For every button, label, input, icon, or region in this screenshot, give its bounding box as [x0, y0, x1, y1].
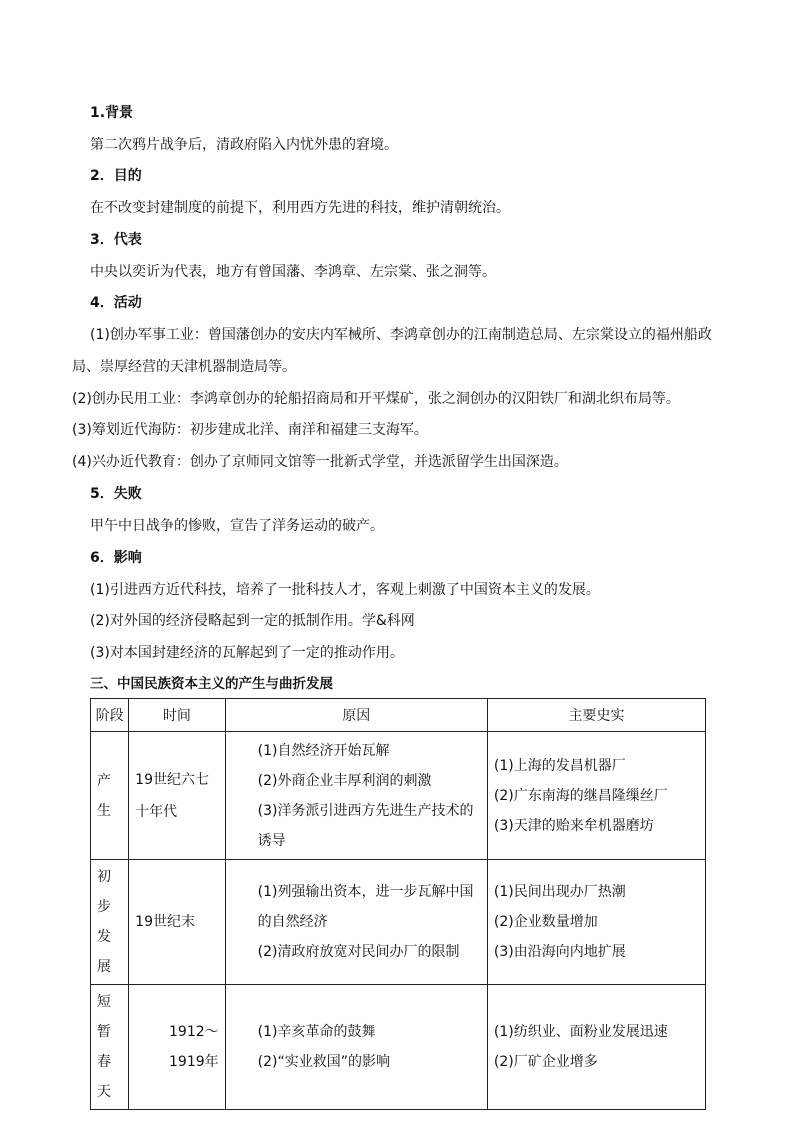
goal-text: 在不改变封建制度的前提下，利用西方先进的科技，维护清朝统治。	[90, 200, 510, 216]
facts-cell	[487, 732, 705, 860]
time-cell: 1912～1919年	[129, 985, 225, 1110]
cause-item: (2)“实业救国”的影响	[257, 1054, 390, 1070]
stage-cell: 短暂春天	[91, 985, 129, 1110]
rep-text: 中央以奕䜣为代表，地方有曾国藩、李鸿章、左宗棠、张之洞等。	[90, 264, 496, 280]
stage-cell: 产生	[91, 732, 129, 860]
background-text: 第二次鸦片战争后，清政府陷入内忧外患的窘境。	[90, 137, 398, 153]
header-time: 时间	[129, 699, 225, 732]
causes-cell	[225, 732, 487, 860]
failure-text: 甲午中日战争的惨败，宣告了洋务运动的破产。	[90, 518, 384, 534]
impact-3: (3)对本国封建经济的瓦解起到了一定的推动作用。	[90, 645, 404, 661]
table-row	[91, 860, 706, 985]
header-facts: 主要史实	[487, 699, 705, 732]
facts-cell	[487, 860, 705, 985]
header-causes: 原因	[225, 699, 487, 732]
table-row	[91, 985, 706, 1110]
impact-2: (2)对外国的经济侵略起到一定的抵制作用。学&科网	[90, 613, 415, 629]
cause-item: (2)外商企业丰厚利润的刺激	[257, 772, 432, 789]
failure-heading: 5．失败	[90, 486, 142, 502]
causes-cell	[225, 985, 487, 1110]
activity-2: (2)创办民用工业：李鸿章创办的轮船招商局和开平煤矿，张之洞创办的汉阳铁厂和湖北织布局等。	[72, 391, 680, 407]
header-stage: 阶段	[91, 699, 129, 732]
fact-item: (2)厂矿企业增多	[493, 1054, 598, 1070]
rep-heading: 3．代表	[90, 232, 142, 248]
facts-cell	[487, 985, 705, 1110]
fact-item: (2)企业数量增加	[493, 914, 598, 930]
cause-item: (1)辛亥革命的鼓舞	[257, 1024, 376, 1040]
background-heading: 1.背景	[90, 105, 134, 121]
impact-heading: 6．影响	[90, 550, 142, 566]
fact-item: (3)由沿海向内地扩展	[493, 944, 626, 960]
cause-item: (2)清政府放宽对民间办厂的限制	[257, 944, 460, 960]
part3-title: 三、中国民族资本主义的产生与曲折发展	[90, 676, 333, 692]
fact-item: (3)天津的贻来牟机器磨坊	[493, 817, 654, 834]
table-header-row	[91, 699, 706, 732]
goal-heading: 2．目的	[90, 168, 142, 184]
activity-3: (3)筹划近代海防：初步建成北洋、南洋和福建三支海军。	[72, 422, 428, 438]
stage-cell: 初步发展	[91, 860, 129, 985]
activity-4: (4)兴办近代教育：创办了京师同文馆等一批新式学堂，并选派留学生出国深造。	[72, 454, 568, 470]
causes-cell	[225, 860, 487, 985]
fact-item: (1)纺织业、面粉业发展迅速	[493, 1024, 668, 1040]
time-cell: 19世纪六七十年代	[129, 732, 225, 860]
cause-item: (1)自然经济开始瓦解	[257, 742, 390, 759]
activity-1: (1)创办军事工业：曾国藩创办的安庆内军械所、李鸿章创办的江南制造总局、左宗棠设立的福州船政局、崇厚经营的天津机器制造局等。	[72, 327, 712, 375]
cause-item: (1)列强输出资本，进一步瓦解中国的自然经济	[257, 884, 474, 930]
fact-item: (1)上海的发昌机器厂	[493, 757, 626, 774]
time-cell: 19世纪末	[129, 860, 225, 985]
impact-1: (1)引进西方近代科技，培养了一批科技人才，客观上刺激了中国资本主义的发展。	[90, 582, 600, 598]
activity-heading: 4．活动	[90, 295, 142, 311]
capitalism-table	[90, 698, 706, 1110]
fact-item: (1)民间出现办厂热潮	[493, 884, 626, 900]
table-row	[91, 732, 706, 860]
fact-item: (2)广东南海的继昌隆缫丝厂	[493, 787, 668, 804]
cause-item: (3)洋务派引进西方先进生产技术的诱导	[257, 802, 474, 849]
